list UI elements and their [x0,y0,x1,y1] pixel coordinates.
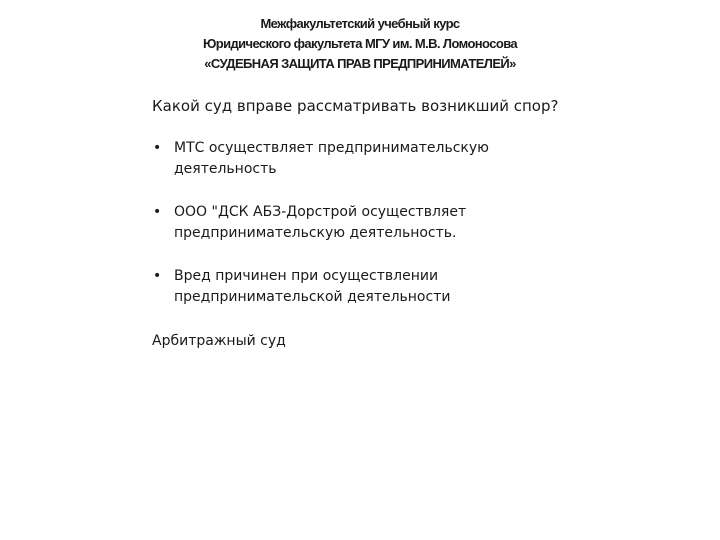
bullet-text: ООО "ДСК АБЗ-Дорстрой осуществляет предпринимательскую деятельность. [174,204,467,241]
header-line-course: Межфакультетский учебный курс [260,16,460,31]
bullet-item [152,138,572,180]
bullet-item [152,202,572,244]
bullet-marker: • [153,268,162,284]
course-header [0,14,720,74]
header-line-title: «СУДЕБНАЯ ЗАЩИТА ПРАВ ПРЕДПРИНИМАТЕЛЕЙ» [204,56,516,71]
answer-text: Арбитражный суд [152,333,286,349]
bullet-marker: • [153,140,162,156]
bullet-text: Вред причинен при осуществлении предпринимательской деятельности [174,268,451,305]
bullet-item [152,266,572,308]
bullet-text: МТС осуществляет предпринимательскую деятельность [174,140,489,177]
bullet-list [152,138,572,330]
header-line-faculty: Юридического факультета МГУ им. М.В. Ломоносова [202,36,518,51]
bullet-marker: • [153,204,162,220]
question-text: Какой суд вправе рассматривать возникший спор? [152,97,559,115]
